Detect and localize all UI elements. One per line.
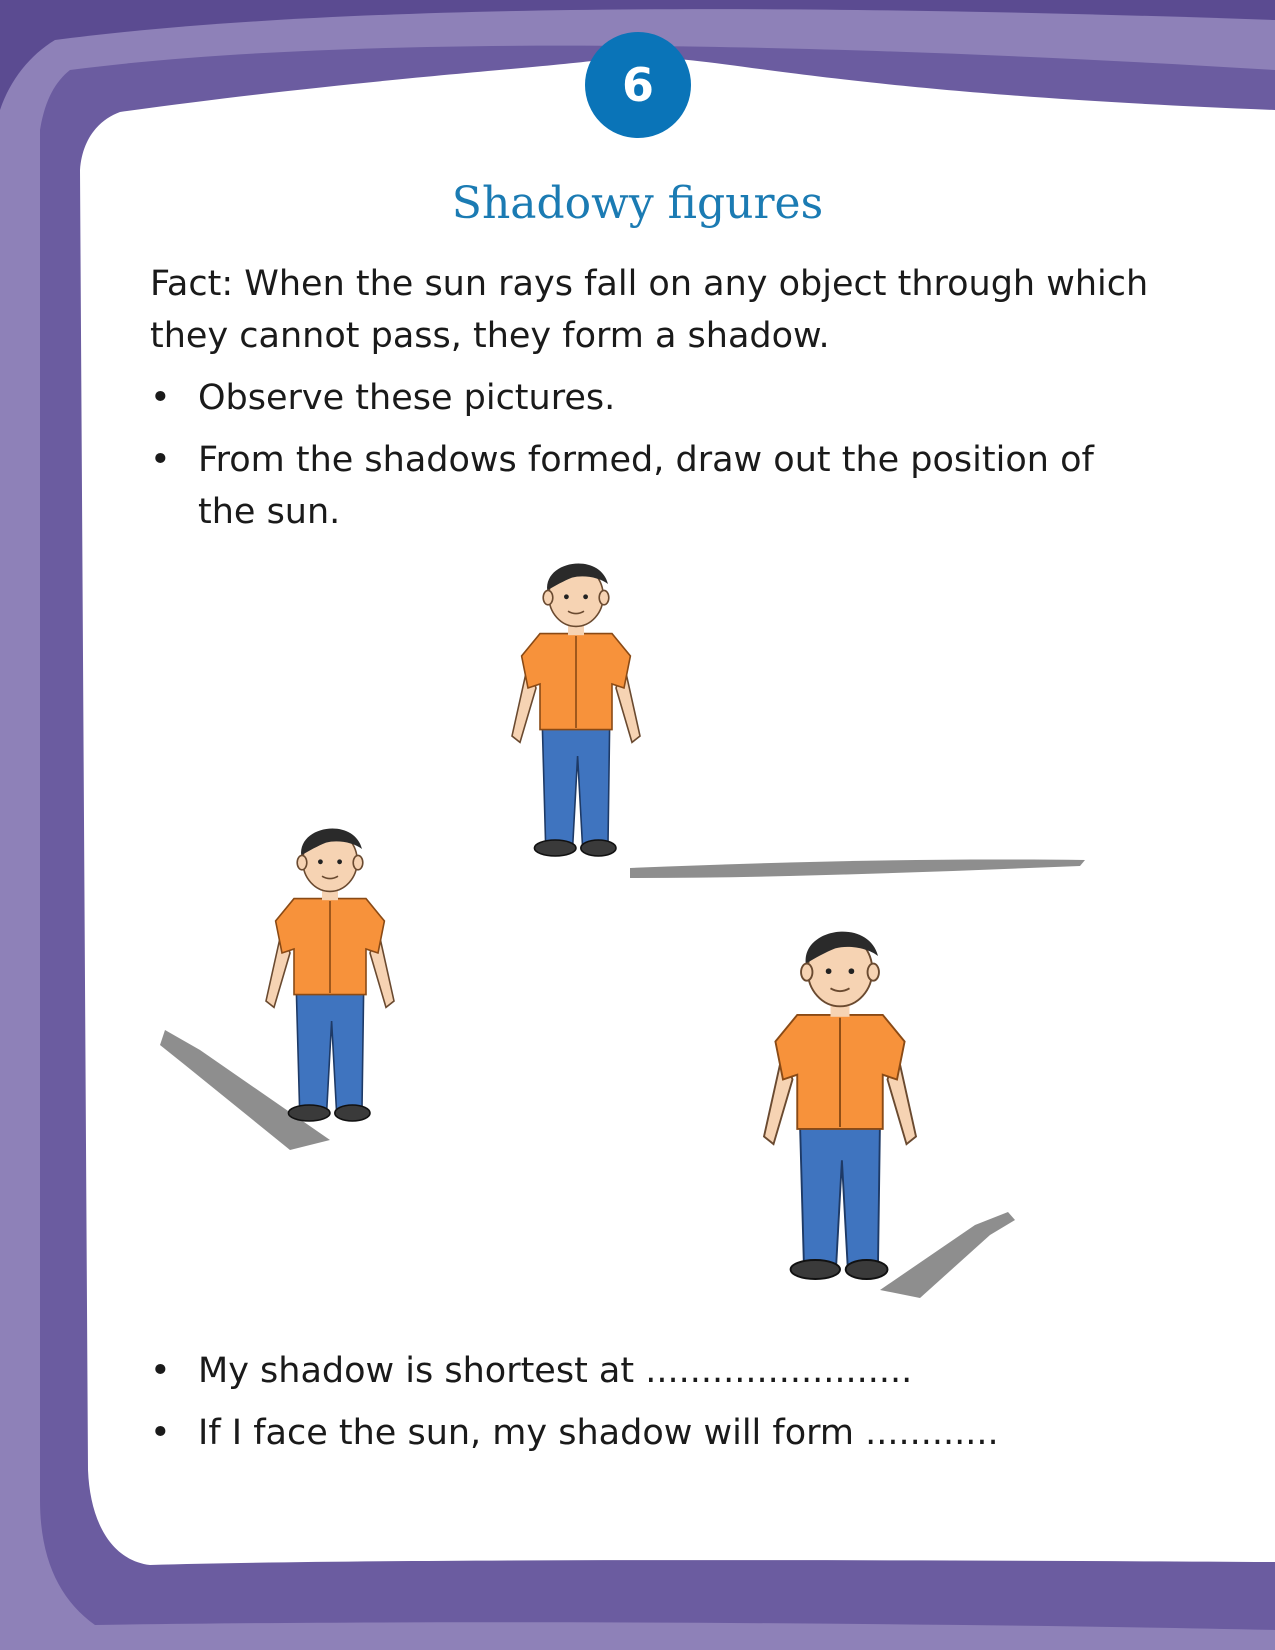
- instruction-text: Observe these pictures.: [198, 378, 616, 418]
- fact-text: Fact: When the sun rays fall on any object through which they cannot pass, they form a shadow.: [150, 264, 1149, 356]
- question-item: [150, 1345, 1160, 1397]
- question-item: [150, 1407, 1160, 1459]
- bullet-icon: •: [150, 378, 171, 418]
- instruction-text: From the shadows formed, draw out the position of the sun.: [198, 440, 1094, 532]
- question-list: [150, 1345, 1160, 1469]
- bullet-icon: •: [150, 440, 171, 480]
- question-text: If I face the sun, my shadow will form ............: [198, 1413, 999, 1453]
- shadow-long-right: [630, 859, 1085, 878]
- boy-figure-top: [512, 563, 1085, 878]
- bullet-icon: •: [150, 1351, 171, 1391]
- page-title: Shadowy figures: [451, 178, 824, 229]
- boy-figure-left: [160, 828, 394, 1150]
- page-number-badge: 6: [585, 32, 691, 138]
- question-text: My shadow is shortest at ........................: [198, 1351, 913, 1391]
- bullet-icon: •: [150, 1413, 171, 1453]
- shadow-diagonal-right: [880, 1212, 1015, 1298]
- boy-figure-right: [764, 932, 1015, 1298]
